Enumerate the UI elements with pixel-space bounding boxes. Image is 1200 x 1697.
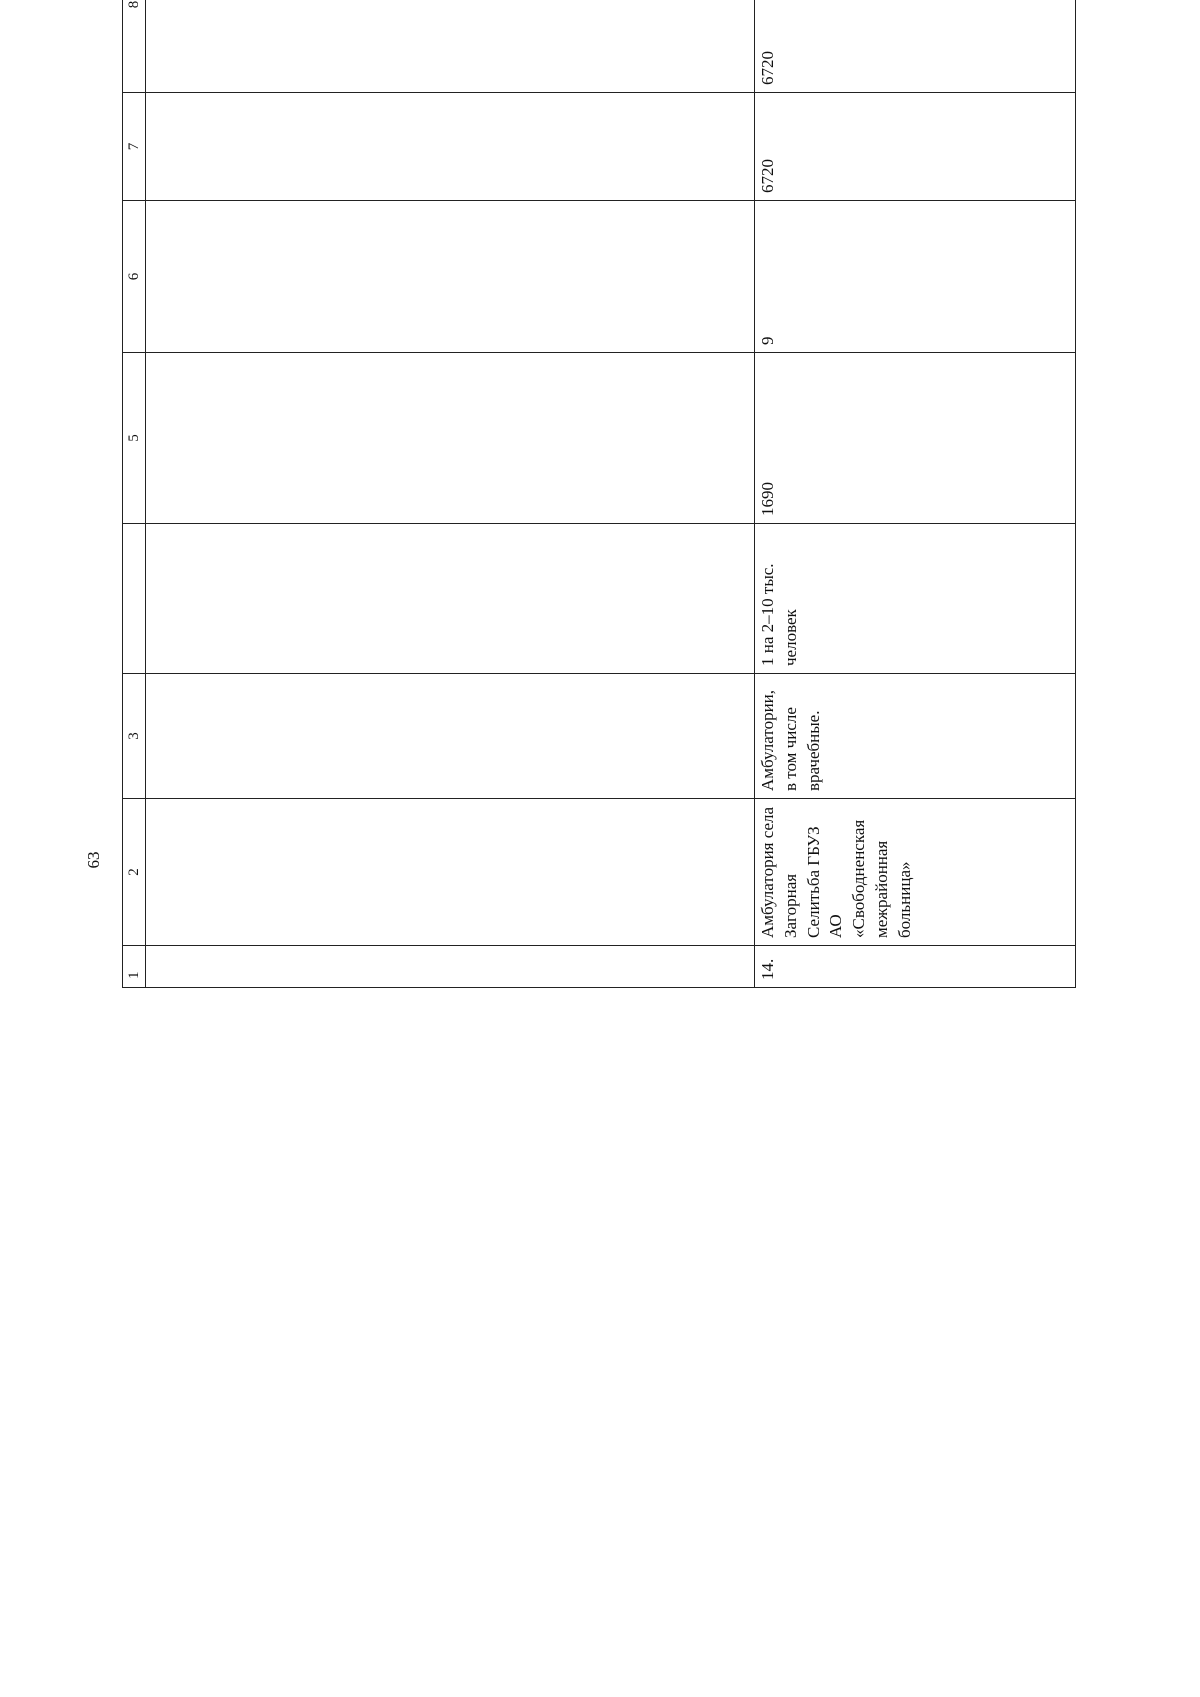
table-cell	[146, 353, 755, 524]
table-row-14	[755, 0, 1076, 988]
cell-col5: 1690	[755, 353, 1076, 524]
facility-norm: 1 на 2–10 тыс. человек	[755, 524, 1076, 674]
column-number: 6	[123, 201, 146, 353]
table-cell	[146, 946, 755, 988]
table-cell	[146, 799, 755, 946]
page-number: 63	[84, 851, 103, 869]
column-number: 8	[123, 0, 146, 93]
facility-name: Амбулатория села Загорная Селитьба ГБУЗ АО «Свободненская межрайонная больница»	[755, 799, 1076, 946]
table-row-continuation	[146, 0, 755, 988]
table-cell	[146, 524, 755, 674]
column-number: 1	[123, 946, 146, 988]
table-cell	[146, 674, 755, 799]
table-cell	[146, 0, 755, 93]
cell-col8: 6720	[755, 0, 1076, 93]
column-number: 4	[123, 524, 146, 674]
column-number: 3	[123, 674, 146, 799]
table-cell	[146, 201, 755, 353]
rotated-page-content	[122, 0, 1066, 1604]
column-number: 7	[123, 93, 146, 201]
facilities-table	[122, 0, 1076, 988]
column-number: 5	[123, 353, 146, 524]
row-number: 14.	[755, 946, 1076, 988]
cell-col6: 9	[755, 201, 1076, 353]
column-number-row	[123, 0, 146, 988]
table-cell	[146, 93, 755, 201]
column-number: 2	[123, 799, 146, 946]
landscape-table-wrapper	[122, 0, 1066, 988]
facility-type: Амбулатории, в том числе врачебные.	[755, 674, 1076, 799]
cell-col7: 6720	[755, 93, 1076, 201]
